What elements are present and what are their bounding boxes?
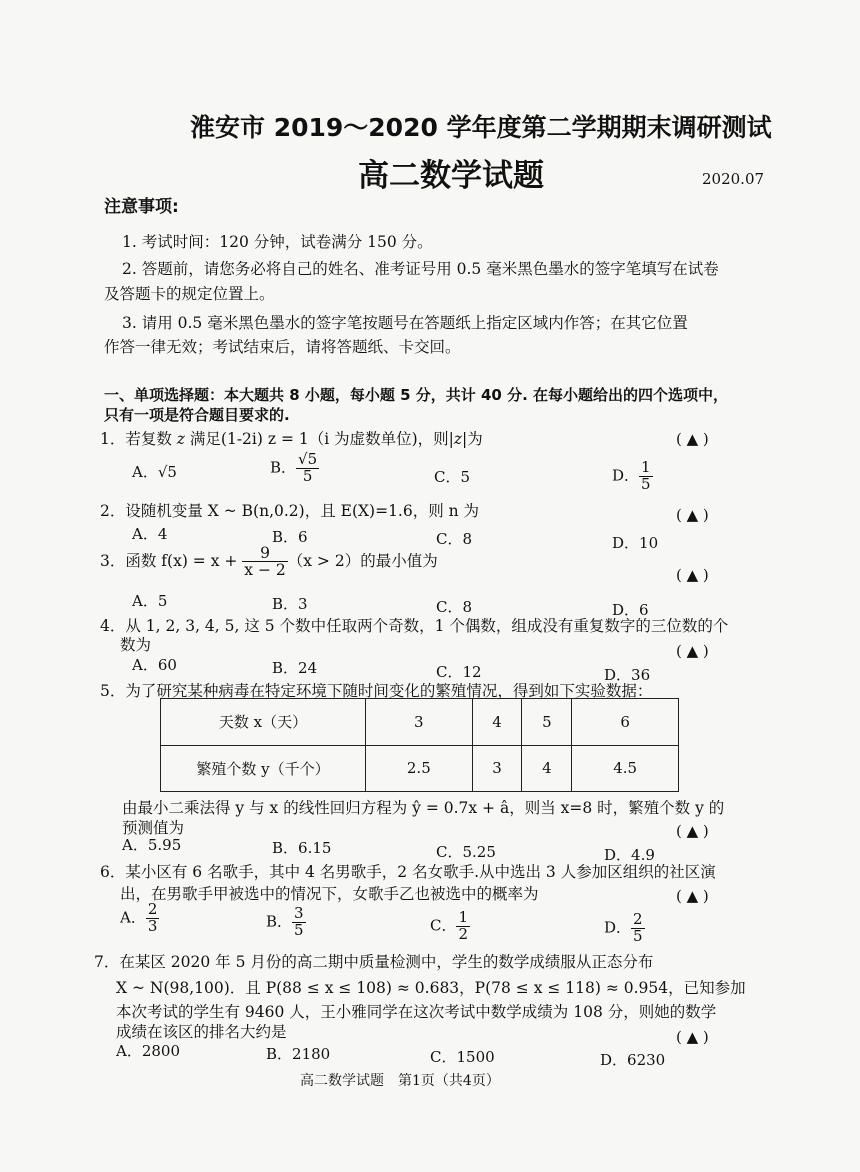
question-6-option-c: C． $\frac{1}{2}$ (430, 908, 469, 943)
question-5-option-c: C．5.25 (436, 843, 496, 861)
question-7-answer-mark: ( ▲ ) (676, 1028, 709, 1046)
question-3-stem: 3．函数 f(x) = x + $\frac{9}{x - 2}$ （x > 2）的最小值为 (100, 544, 438, 580)
question-4-option-a: A．60 (132, 656, 177, 674)
section-heading-cont: 只有一项是符合题目要求的. (104, 406, 290, 424)
question-5-answer-mark: ( ▲ ) (676, 822, 709, 840)
question-6-option-b: B． $\frac{3}{5}$ (266, 904, 304, 939)
table-cell: 4 (522, 745, 572, 792)
question-7-option-c: C．1500 (430, 1048, 495, 1066)
table-cell: 4 (472, 699, 522, 746)
question-5-regression-cont: 预测值为 (122, 819, 185, 837)
question-7-stem-line4: 成绩在该区的排名大约是 (116, 1023, 287, 1041)
table-cell: 5 (522, 699, 572, 746)
question-1-answer-mark: ( ▲ ) (676, 430, 709, 448)
subject-title: 高二数学试题 (358, 158, 544, 194)
question-7-stem: 7．在某区 2020 年 5 月份的高二期中质量检测中，学生的数学成绩服从正态分布 (94, 953, 654, 971)
question-4-answer-mark: ( ▲ ) (676, 642, 709, 660)
question-7-stem-line3: 本次考试的学生有 9460 人，王小雅同学在这次考试中数学成绩为 108 分，则她的数学 (116, 1003, 717, 1021)
question-4-option-d: D．36 (604, 666, 651, 684)
question-1-option-d: D． $\frac{1}{5}$ (612, 458, 651, 493)
table-cell: 4.5 (572, 745, 679, 792)
table-cell: 3 (366, 699, 473, 746)
question-3-option-a: A．5 (132, 592, 168, 610)
exam-date: 2020.07 (702, 170, 765, 188)
question-4-stem-cont: 数为 (120, 636, 152, 654)
question-2-option-b: B．6 (272, 528, 308, 546)
data-table (160, 698, 679, 792)
table-cell: 6 (572, 699, 679, 746)
question-6-stem: 6．某小区有 6 名歌手，其中 4 名男歌手，2 名女歌手.从中选出 3 人参加区组织的社区演 (100, 863, 716, 881)
table-row (161, 699, 679, 746)
table-header-count: 繁殖个数 y（千个） (161, 745, 366, 792)
page-footer: 高二数学试题 第1页（共4页） (300, 1073, 500, 1089)
question-1-stem: 1．若复数 z 满足(1-2i) z = 1（i 为虚数单位)，则|z|为 (100, 430, 483, 448)
question-1-option-c: C．5 (434, 468, 471, 486)
table-cell: 3 (472, 745, 522, 792)
notice-item-1: 1. 考试时间：120 分钟，试卷满分 150 分。 (122, 233, 433, 251)
table-row (161, 745, 679, 792)
question-6-answer-mark: ( ▲ ) (676, 887, 709, 905)
question-7-option-b: B．2180 (266, 1045, 331, 1063)
question-2-stem: 2．设随机变量 X ~ B(n,0.2)，且 E(X)=1.6，则 n 为 (100, 502, 480, 520)
question-6-option-a: A． $\frac{2}{3}$ (120, 900, 158, 935)
notice-item-2: 2. 答题前，请您务必将自己的姓名、准考证号用 0.5 毫米黑色墨水的签字笔填写在试卷 (122, 260, 719, 278)
section-heading: 一、单项选择题：本大题共 8 小题，每小题 5 分，共计 40 分. 在每小题给出的四个选项中， (104, 386, 729, 404)
question-6-stem-cont: 出，在男歌手甲被选中的情况下，女歌手乙也被选中的概率为 (120, 885, 539, 903)
question-5-regression: 由最小二乘法得 y 与 x 的线性回归方程为 ŷ = 0.7x + â，则当 x=8 时，繁殖个数 y 的 (122, 799, 725, 817)
question-4-stem: 4．从 1, 2, 3, 4, 5, 这 5 个数中任取两个奇数，1 个偶数，组成没有重复数字的三位数的个 (100, 617, 729, 635)
question-3-option-b: B．3 (272, 595, 308, 613)
notice-heading: 注意事项: (104, 197, 179, 217)
question-3-option-c: C．8 (436, 598, 473, 616)
question-5-option-a: A．5.95 (122, 836, 182, 854)
question-2-option-d: D．10 (612, 534, 659, 552)
notice-item-3-cont: 作答一律无效；考试结束后，请将答题纸、卡交回。 (104, 338, 461, 356)
question-5-stem: 5．为了研究某种病毒在特定环境下随时间变化的繁殖情况，得到如下实验数据： (100, 682, 653, 700)
question-3-answer-mark: ( ▲ ) (676, 566, 709, 584)
question-1-option-a: A．√5 (132, 463, 177, 481)
question-7-option-d: D．6230 (600, 1051, 666, 1069)
notice-item-2-cont: 及答题卡的规定位置上。 (104, 285, 275, 303)
question-4-option-b: B．24 (272, 659, 318, 677)
question-5-option-d: D．4.9 (604, 846, 655, 864)
question-6-option-d: D． $\frac{2}{5}$ (604, 910, 643, 945)
question-7-stem-line2: X ~ N(98,100)．且 P(88 ≤ x ≤ 108) ≈ 0.683，P(78 ≤ x ≤ 118) ≈ 0.954，已知参加 (116, 979, 746, 997)
question-3-option-d: D．6 (612, 601, 649, 619)
question-5-option-b: B．6.15 (272, 839, 332, 857)
question-2-option-c: C．8 (436, 530, 473, 548)
table-cell: 2.5 (366, 745, 473, 792)
question-2-answer-mark: ( ▲ ) (676, 506, 709, 524)
table-header-days: 天数 x（天） (161, 699, 366, 746)
question-2-option-a: A．4 (132, 525, 168, 543)
question-7-option-a: A．2800 (116, 1042, 181, 1060)
question-1-option-b: B． $\frac{√5}{5}$ (270, 450, 318, 485)
notice-item-3: 3. 请用 0.5 毫米黑色墨水的签字笔按题号在答题纸上指定区域内作答；在其它位置 (122, 314, 688, 332)
question-4-option-c: C．12 (436, 663, 482, 681)
exam-title: 淮安市 2019～2020 学年度第二学期期末调研测试 (190, 113, 772, 142)
